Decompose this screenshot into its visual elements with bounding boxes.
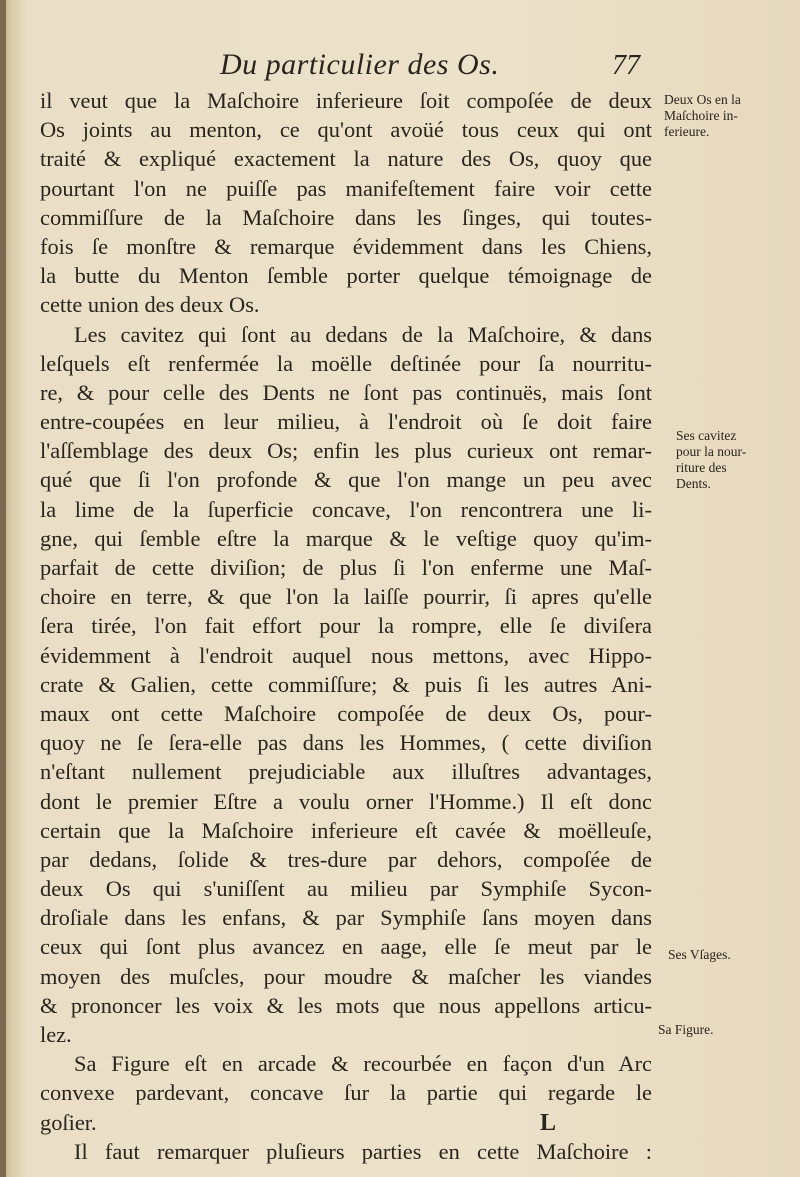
text-line: leſquels eſt renfermée la moëlle deſtinée pour ſa nourritu-	[40, 350, 652, 376]
text-line: convexe pardevant, concave ſur la partie qui regarde le	[40, 1080, 652, 1106]
text-line: ſera tirée, l'on fait effort pour la rompre, elle ſe diviſera	[40, 613, 652, 639]
paragraph-1	[40, 86, 652, 320]
text-line: deux Os qui s'uniſſent au milieu par Symphiſe Sycon-	[40, 876, 652, 902]
text-line: entre-coupées en leur milieu, à l'endroit où ſe doit faire	[40, 409, 652, 435]
margin-note-line: Ses cavitez	[676, 428, 737, 443]
text-line: dont le premier Eſtre a voulu orner l'Homme.) Il eſt donc	[40, 788, 652, 814]
text-line: ceux qui ſont plus avancez en aage, elle ſe meut par le	[40, 934, 652, 960]
text-line: Les cavitez qui ſont au dedans de la Maſchoire, & dans	[74, 321, 652, 347]
text-line: l'aſſemblage des deux Os; enfin les plus curieux ont remar-	[40, 438, 652, 464]
text-line: choire en terre, & que l'on la laiſſe pourrir, ſi apres qu'elle	[40, 584, 652, 610]
text-line: re, & pour celle des Dents ne ſont pas continuës, mais ſont	[40, 379, 652, 405]
text-line: droſiale dans les enfans, & par Symphiſe ſans moyen dans	[40, 905, 652, 931]
signature-mark: L	[540, 1110, 557, 1136]
page-number: 77	[612, 50, 640, 81]
text-line: n'eſtant nullement prejudiciable aux illuſtres advantages,	[40, 759, 652, 785]
text-line: qué que ſi l'on profonde & que l'on mange un peu avec	[40, 467, 652, 493]
margin-note-line: Dents.	[676, 476, 711, 491]
text-line: goſier.	[40, 1109, 97, 1135]
margin-note-line: pour la nour-	[676, 444, 747, 459]
text-line: évidemment à l'endroit auquel nous mettons, avec Hippo-	[40, 642, 652, 668]
running-head	[0, 46, 800, 86]
text-line: par dedans, ſolide & tres-dure par dehors, compoſée de	[40, 846, 652, 872]
text-line: lez.	[40, 1022, 72, 1047]
text-line: certain que la Maſchoire inferieure eſt cavée & moëlleuſe,	[40, 817, 652, 843]
margin-note-line: Ses Vſages.	[668, 947, 731, 962]
text-line: la butte du Menton ſemble porter quelque témoignage de	[40, 263, 652, 289]
text-line: Sa Figure eſt en arcade & recourbée en façon d'un Arc	[74, 1051, 652, 1077]
margin-note-line: ferieure.	[664, 124, 710, 139]
text-line: fois ſe monſtre & remarque évidemment dans les Chiens,	[40, 233, 652, 259]
margin-note-cavitez	[676, 428, 746, 492]
text-line: pourtant l'on ne puiſſe pas manifeſtement faire voir cette	[40, 175, 652, 201]
paragraph-4	[40, 1137, 652, 1166]
margin-note-line: Sa Figure.	[658, 1022, 714, 1037]
paragraph-2	[40, 320, 652, 1050]
body-text	[40, 86, 652, 1166]
text-line: il veut que la Maſchoire inferieure ſoit compoſée de deux	[40, 88, 652, 113]
text-line: parfait de cette diviſion; de plus ſi l'on enferme une Maſ-	[40, 555, 652, 580]
margin-note-figure	[658, 1022, 714, 1038]
running-title: Du particulier des Os.	[220, 48, 500, 81]
text-line: quoy ne ſe ſera-elle pas dans les Hommes, ( cette diviſion	[40, 730, 652, 756]
text-line: moyen des muſcles, pour moudre & maſcher les viandes	[40, 963, 652, 989]
text-line: crate & Galien, cette commiſſure; & puis ſi les autres Ani-	[40, 671, 652, 697]
margin-note-line: riture des	[676, 460, 727, 475]
text-line: commiſſure de la Maſchoire dans les ſinges, qui toutes-	[40, 204, 652, 230]
paragraph-3	[40, 1049, 652, 1137]
text-line: cette union des deux Os.	[40, 292, 260, 318]
book-spine-shadow	[0, 0, 6, 1177]
margin-note-line: Maſchoire in-	[664, 108, 738, 123]
margin-note-usages	[668, 947, 731, 963]
text-line: & prononcer les voix & les mots que nous appellons articu-	[40, 992, 652, 1018]
text-line: gne, qui ſemble eſtre la marque & le veſtige quoy qu'im-	[40, 525, 652, 551]
text-line: Il faut remarquer pluſieurs parties en cette Maſchoire :	[74, 1138, 652, 1164]
text-line: traité & expliqué exactement la nature des Os, quoy que	[40, 146, 652, 172]
text-line: Os joints au menton, ce qu'ont avoüé tous ceux qui ont	[40, 117, 652, 143]
text-line: maux ont cette Maſchoire compoſée de deux Os, pour-	[40, 700, 652, 726]
margin-note-line: Deux Os en la	[664, 92, 741, 107]
margin-note-deux-os	[664, 92, 741, 140]
text-line: la lime de la ſuperficie concave, l'on rencontrera une li-	[40, 496, 652, 522]
